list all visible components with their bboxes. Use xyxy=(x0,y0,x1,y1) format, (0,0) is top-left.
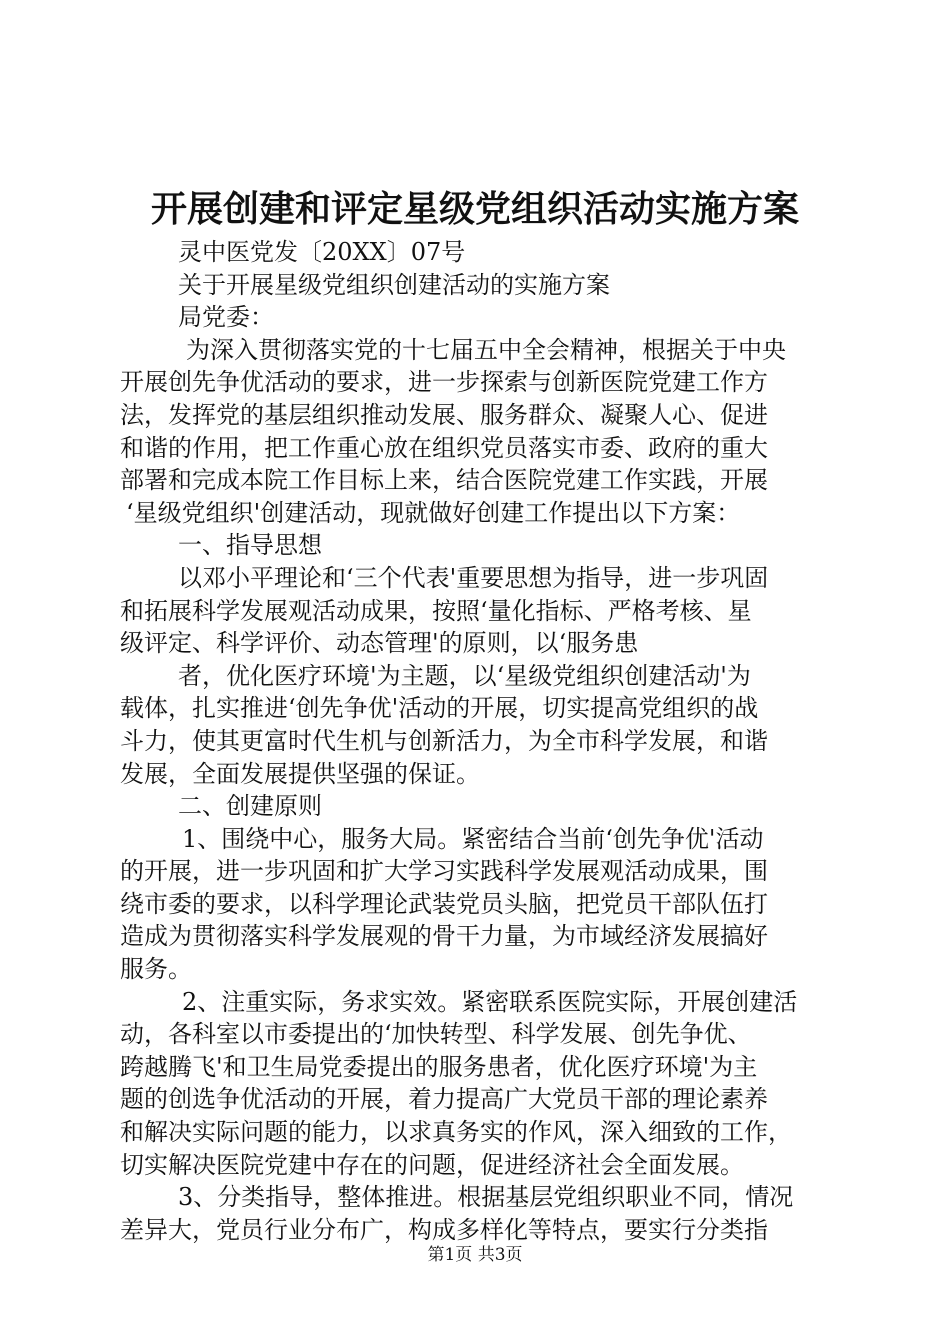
body-line: 跨越腾飞'和卫生局党委提出的服务患者，优化医疗环境'为主 xyxy=(120,1052,758,1081)
body-line: 的开展，进一步巩固和扩大学习实践科学发展观活动成果，围 xyxy=(120,857,768,886)
body-line: 绕市委的要求，以科学理论武装党员头脑，把党员干部队伍打 xyxy=(120,889,768,918)
body-line: 造成为贯彻落实科学发展观的骨干力量，为市域经济发展搞好 xyxy=(120,922,768,951)
document-body xyxy=(120,236,840,1246)
body-line: 一、指导思想 xyxy=(178,531,322,560)
body-line: 以邓小平理论和‘三个代表'重要思想为指导，进一步巩固 xyxy=(178,563,769,592)
body-line: 部署和完成本院工作目标上来，结合医院党建工作实践，开展 xyxy=(120,466,768,495)
body-line: 和解决实际问题的能力，以求真务实的作风，深入细致的工作， xyxy=(120,1118,792,1147)
body-line: 和拓展科学发展观活动成果，按照‘量化指标、严格考核、星 xyxy=(120,596,752,625)
body-line: 1、围绕中心，服务大局。紧密结合当前‘创先争优'活动 xyxy=(182,824,764,853)
body-line: 为深入贯彻落实党的十七届五中全会精神，根据关于中央 xyxy=(186,335,786,364)
body-line: 级评定、科学评价、动态管理'的原则，以‘服务患 xyxy=(120,629,639,658)
body-line: 题的创选争优活动的开展，着力提高广大党员干部的理论素养 xyxy=(120,1085,768,1114)
body-line: 法，发挥党的基层组织推动发展、服务群众、凝聚人心、促进 xyxy=(120,400,768,429)
body-line: 和谐的作用，把工作重心放在组织党员落实市委、政府的重大 xyxy=(120,433,768,462)
body-line: 关于开展星级党组织创建活动的实施方案 xyxy=(178,270,610,299)
page-footer: 第1页 共3页 xyxy=(427,1245,523,1265)
body-line: 切实解决医院党建中存在的问题，促进经济社会全面发展。 xyxy=(120,1150,744,1179)
body-line: ‘星级党组织'创建活动，现就做好创建工作提出以下方案： xyxy=(126,498,741,527)
body-line: 斗力，使其更富时代生机与创新活力，为全市科学发展，和谐 xyxy=(120,726,768,755)
body-line: 动，各科室以市委提出的‘加快转型、科学发展、创先争优、 xyxy=(120,1020,752,1049)
body-line: 服务。 xyxy=(120,955,192,984)
body-line: 差异大，党员行业分布广，构成多样化等特点，要实行分类指 xyxy=(120,1215,768,1244)
body-line: 者，优化医疗环境'为主题，以‘星级党组织创建活动'为 xyxy=(178,661,751,690)
body-line: 开展创先争优活动的要求，进一步探索与创新医院党建工作方 xyxy=(120,368,768,397)
body-line: 2、注重实际，务求实效。紧密联系医院实际，开展创建活 xyxy=(182,987,798,1016)
body-line: 3、分类指导，整体推进。根据基层党组织职业不同，情况 xyxy=(178,1183,794,1212)
document-title: 开展创建和评定星级党组织活动实施方案 xyxy=(150,188,799,230)
body-line: 发展，全面发展提供坚强的保证。 xyxy=(120,759,480,788)
body-line: 局党委： xyxy=(178,303,274,332)
body-line: 载体，扎实推进‘创先争优'活动的开展，切实提高党组织的战 xyxy=(120,694,759,723)
body-line: 灵中医党发〔20XX〕07号 xyxy=(178,238,466,266)
body-line: 二、创建原则 xyxy=(178,792,322,821)
